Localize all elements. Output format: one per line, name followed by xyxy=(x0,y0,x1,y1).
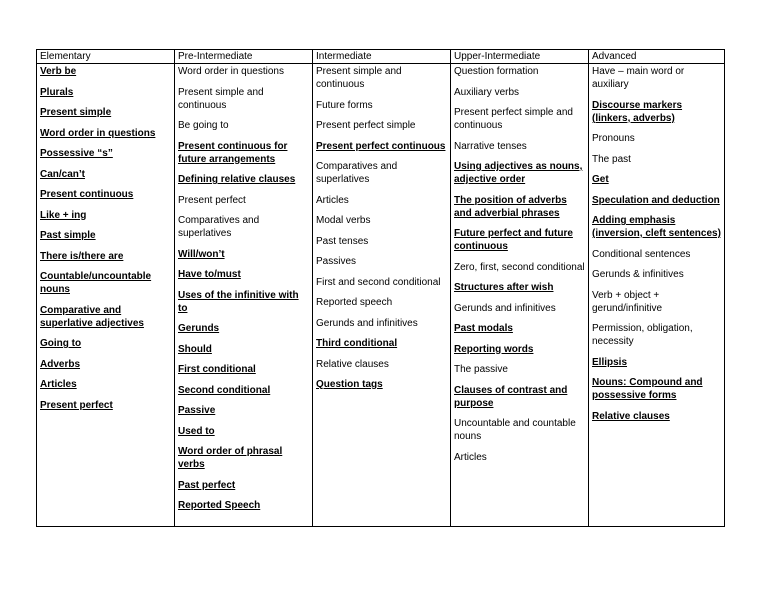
column-cell-upper-intermediate xyxy=(451,64,589,527)
grammar-topic: Reported Speech xyxy=(178,500,261,511)
grammar-topic: Passives xyxy=(316,256,357,267)
grammar-topic: Articles xyxy=(316,194,349,206)
grammar-topic: Conditional sentences xyxy=(592,248,691,260)
grammar-topic: Modal verbs xyxy=(316,215,371,226)
grammar-topic: Past simple xyxy=(40,230,96,241)
grammar-topic: Possessive “s” xyxy=(40,148,113,159)
grammar-topic: Relative clauses xyxy=(592,410,670,422)
grammar-topic: Articles xyxy=(454,451,487,463)
column-header-intermediate: Intermediate xyxy=(313,50,451,64)
grammar-topic: Gerunds and infinitives xyxy=(454,302,556,314)
grammar-topic: Third conditional xyxy=(316,338,398,349)
grammar-topic: Present continuous for future arrangements xyxy=(178,140,288,165)
grammar-topic: Get xyxy=(592,174,609,185)
grammar-topic: Used to xyxy=(178,425,215,437)
grammar-topic: Present simple and continuous xyxy=(316,66,402,90)
column-header-pre-intermediate: Pre-Intermediate xyxy=(175,50,313,64)
grammar-topic: Relative clauses xyxy=(316,358,389,370)
grammar-topic: Present simple and continuous xyxy=(178,86,264,111)
grammar-topic: Going to xyxy=(40,338,82,349)
grammar-topic: Pronouns xyxy=(592,133,635,144)
grammar-topic: Articles xyxy=(40,379,77,390)
grammar-topic: Comparatives and superlatives xyxy=(316,161,398,185)
grammar-topic: Gerunds xyxy=(178,323,220,334)
grammar-topic: Verb + object + gerund/infinitive xyxy=(592,289,663,314)
grammar-topic: Have – main word or auxiliary xyxy=(592,66,685,90)
grammar-topic: Be going to xyxy=(178,120,229,131)
column-header-elementary: Elementary xyxy=(37,50,175,64)
column-cell-pre-intermediate xyxy=(175,64,313,527)
grammar-topic: Should xyxy=(178,343,212,355)
grammar-topic: Plurals xyxy=(40,86,74,98)
grammar-topic: Second conditional xyxy=(178,384,271,396)
grammar-topic: Present perfect xyxy=(40,399,113,411)
grammar-topic: Structures after wish xyxy=(454,282,554,293)
grammar-topic: Discourse markers (linkers, adverbs) xyxy=(592,99,683,124)
grammar-topic: First and second conditional xyxy=(316,276,441,288)
content-row xyxy=(37,64,725,527)
grammar-topic: The position of adverbs and adverbial phrases xyxy=(454,194,567,219)
grammar-topic: Narrative tenses xyxy=(454,140,527,152)
grammar-topic: Word order of phrasal verbs xyxy=(178,446,283,470)
grammar-topic: Zero, first, second conditional xyxy=(454,261,585,273)
grammar-topic: Present simple xyxy=(40,107,112,118)
grammar-topic: Adverbs xyxy=(40,358,81,370)
grammar-topic: Past tenses xyxy=(316,235,369,247)
grammar-levels-table xyxy=(36,49,725,527)
grammar-topic: Future perfect and future continuous xyxy=(454,228,573,252)
grammar-topic: Adding emphasis (inversion, cleft sentences) xyxy=(592,215,721,239)
grammar-topic: Verb be xyxy=(40,66,77,77)
grammar-topic: Question tags xyxy=(316,379,383,390)
grammar-topic: Question formation xyxy=(454,66,539,77)
grammar-topic: Comparatives and superlatives xyxy=(178,215,260,239)
grammar-topic: Clauses of contrast and purpose xyxy=(454,384,568,409)
grammar-topic: Will/won’t xyxy=(178,248,225,260)
grammar-topic: Present perfect continuous xyxy=(316,140,446,152)
grammar-topic: Gerunds and infinitives xyxy=(316,317,418,329)
grammar-topic: Auxiliary verbs xyxy=(454,86,520,98)
grammar-topic: Comparative and superlative adjectives xyxy=(40,304,144,329)
grammar-topic: Gerunds & infinitives xyxy=(592,269,684,280)
grammar-topic: There is/there are xyxy=(40,250,124,262)
grammar-topic: Present perfect xyxy=(178,194,246,206)
grammar-topic: The past xyxy=(592,153,631,165)
grammar-topic: Reporting words xyxy=(454,343,534,355)
grammar-topic: Uncountable and countable nouns xyxy=(454,418,576,442)
grammar-topic: Have to/must xyxy=(178,269,241,280)
grammar-topic: Past perfect xyxy=(178,479,236,491)
grammar-topic: First conditional xyxy=(178,364,256,375)
column-cell-intermediate xyxy=(313,64,451,527)
grammar-topic: Nouns: Compound and possessive forms xyxy=(592,377,703,401)
grammar-topic: Speculation and deduction xyxy=(592,194,720,206)
grammar-topic: Permission, obligation, necessity xyxy=(592,323,693,347)
grammar-topic: Present perfect simple xyxy=(316,120,416,131)
grammar-topic: Like + ing xyxy=(40,209,87,221)
column-cell-advanced xyxy=(589,64,725,527)
column-cell-elementary xyxy=(37,64,175,527)
grammar-topic: Future forms xyxy=(316,99,373,111)
grammar-topic: The passive xyxy=(454,364,508,375)
grammar-topic: Passive xyxy=(178,405,216,416)
grammar-topic: Can/can’t xyxy=(40,168,86,180)
grammar-topic: Word order in questions xyxy=(40,127,156,139)
grammar-topic: Past modals xyxy=(454,323,513,334)
grammar-topic: Reported speech xyxy=(316,297,393,308)
grammar-topic: Uses of the infinitive with to xyxy=(178,289,299,314)
grammar-topic: Using adjectives as nouns, adjective order xyxy=(454,161,583,185)
grammar-topic: Ellipsis xyxy=(592,356,628,368)
grammar-topic: Present continuous xyxy=(40,189,134,200)
grammar-topic: Defining relative clauses xyxy=(178,174,296,185)
header-row xyxy=(37,50,725,64)
grammar-topic: Countable/uncountable nouns xyxy=(40,271,152,295)
column-header-advanced: Advanced xyxy=(589,50,725,64)
grammar-topic: Present perfect simple and continuous xyxy=(454,107,573,131)
column-header-upper-intermediate: Upper-Intermediate xyxy=(451,50,589,64)
grammar-topic: Word order in questions xyxy=(178,66,284,77)
